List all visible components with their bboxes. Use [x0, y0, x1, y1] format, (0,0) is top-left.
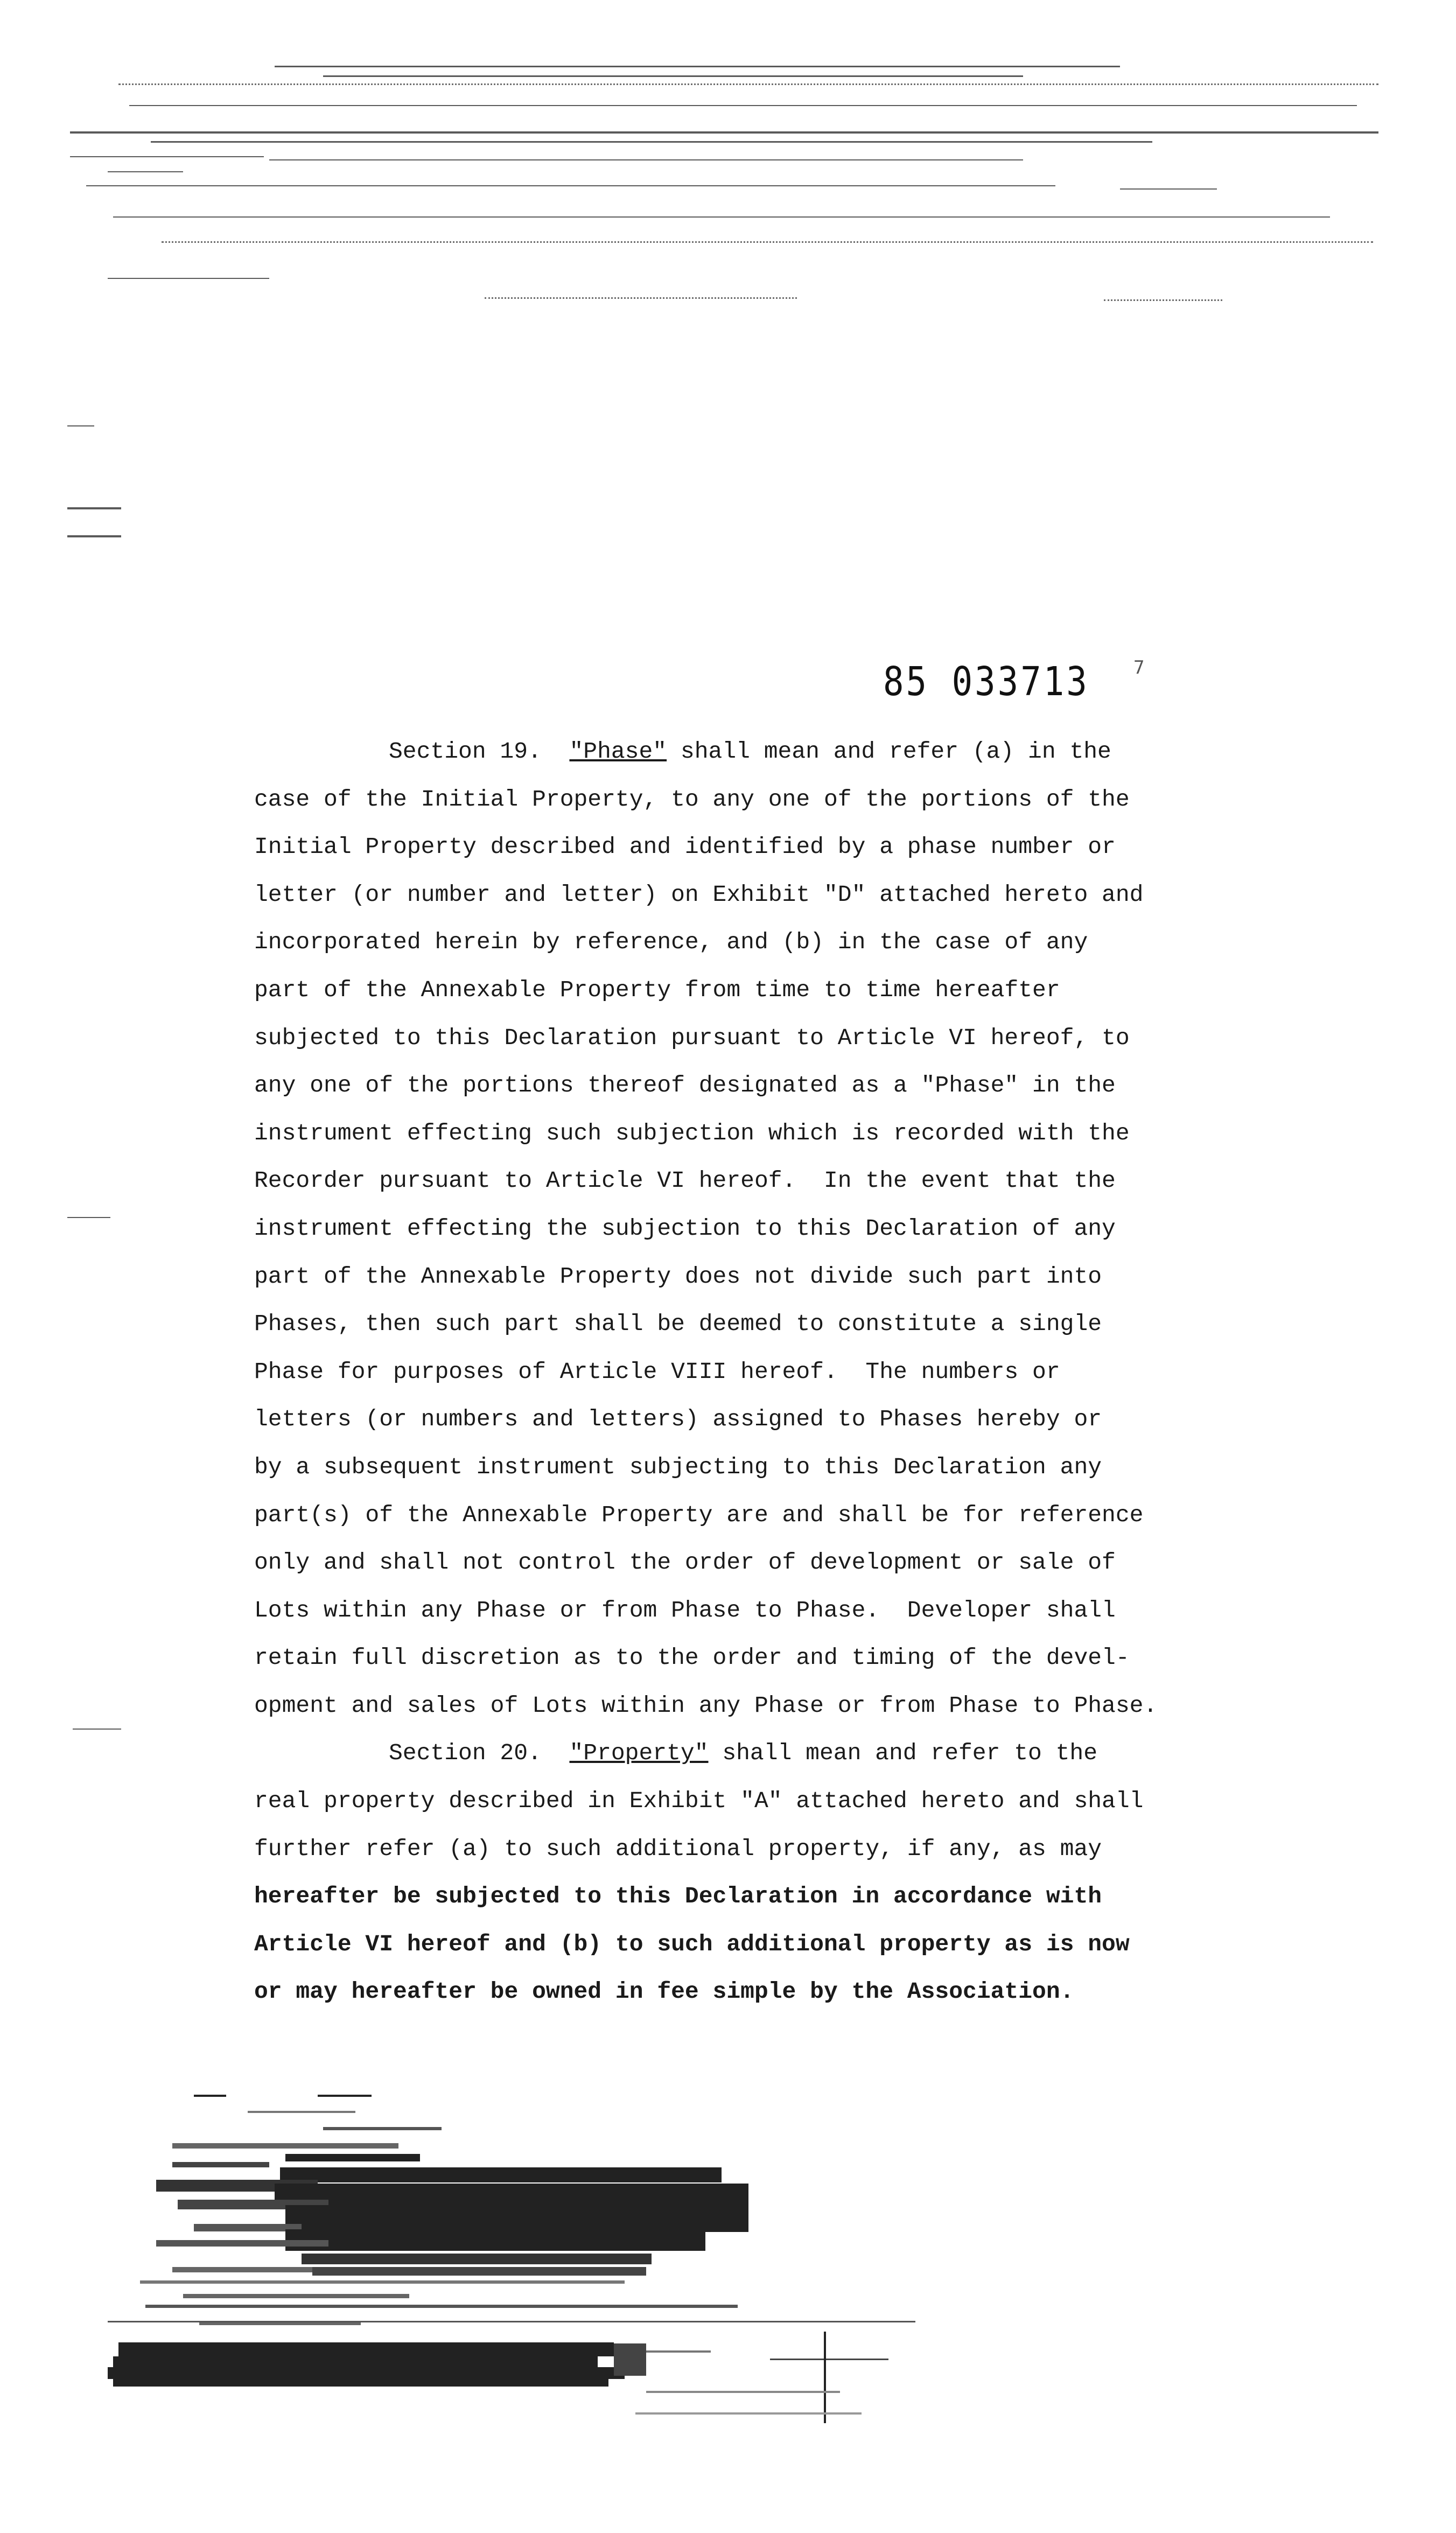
recording-number: 85 033713 — [883, 659, 1089, 705]
text-line: letter (or number and letter) on Exhibit "D" attached hereto and — [254, 881, 1144, 908]
text-line: Lots within any Phase or from Phase to Phase. Developer shall — [254, 1597, 1116, 1624]
text-line: shall mean and refer to the — [722, 1740, 1098, 1767]
text-line: further refer (a) to such additional property, if any, as may — [254, 1835, 1102, 1862]
section-20-term: "Property" — [569, 1740, 709, 1767]
section-19-term: "Phase" — [569, 738, 667, 765]
text-line: part of the Annexable Property does not divide such part into — [254, 1263, 1102, 1290]
text-line: shall mean and refer (a) in the — [680, 738, 1111, 765]
scan-redaction-artifact — [108, 2068, 915, 2531]
text-line: part(s) of the Annexable Property are and shall be for reference — [254, 1501, 1144, 1528]
text-line: instrument effecting the subjection to this Declaration of any — [254, 1215, 1116, 1242]
document-body — [254, 728, 1240, 2016]
text-line: Phases, then such part shall be deemed to constitute a single — [254, 1311, 1102, 1338]
text-line: part of the Annexable Property from time to time hereafter — [254, 976, 1060, 1003]
text-line: any one of the portions thereof designated as a "Phase" in the — [254, 1072, 1116, 1099]
text-line: Initial Property described and identified by a phase number or — [254, 834, 1116, 860]
text-line: subjected to this Declaration pursuant to Article VI hereof, to — [254, 1024, 1130, 1051]
text-line: only and shall not control the order of development or sale of — [254, 1549, 1116, 1576]
text-line: instrument effecting such subjection which is recorded with the — [254, 1119, 1130, 1146]
text-line: by a subsequent instrument subjecting to this Declaration any — [254, 1453, 1102, 1480]
text-line: letters (or numbers and letters) assigned to Phases hereby or — [254, 1406, 1102, 1433]
section-19-label: Section 19. — [389, 738, 542, 765]
text-line: real property described in Exhibit "A" attached hereto and shall — [254, 1788, 1144, 1815]
text-line: retain full discretion as to the order and timing of the devel- — [254, 1645, 1130, 1671]
text-line: incorporated herein by reference, and (b) in the case of any — [254, 929, 1088, 956]
text-line: opment and sales of Lots within any Phase or from Phase to Phase. — [254, 1692, 1158, 1719]
page-mark: 7 — [1133, 657, 1145, 678]
section-20-label: Section 20. — [389, 1740, 542, 1767]
text-line: case of the Initial Property, to any one of the portions of the — [254, 786, 1130, 813]
text-line: Article VI hereof and (b) to such additional property as is now — [254, 1930, 1130, 1957]
section-19-first-line — [254, 728, 1240, 776]
section-20-first-line — [254, 1730, 1240, 1778]
text-line: Recorder pursuant to Article VI hereof. In the event that the — [254, 1167, 1116, 1194]
text-line: or may hereafter be owned in fee simple by the Association. — [254, 1978, 1074, 2005]
text-line: Phase for purposes of Article VIII hereof. The numbers or — [254, 1358, 1060, 1385]
text-line: hereafter be subjected to this Declaration in accordance with — [254, 1883, 1102, 1910]
